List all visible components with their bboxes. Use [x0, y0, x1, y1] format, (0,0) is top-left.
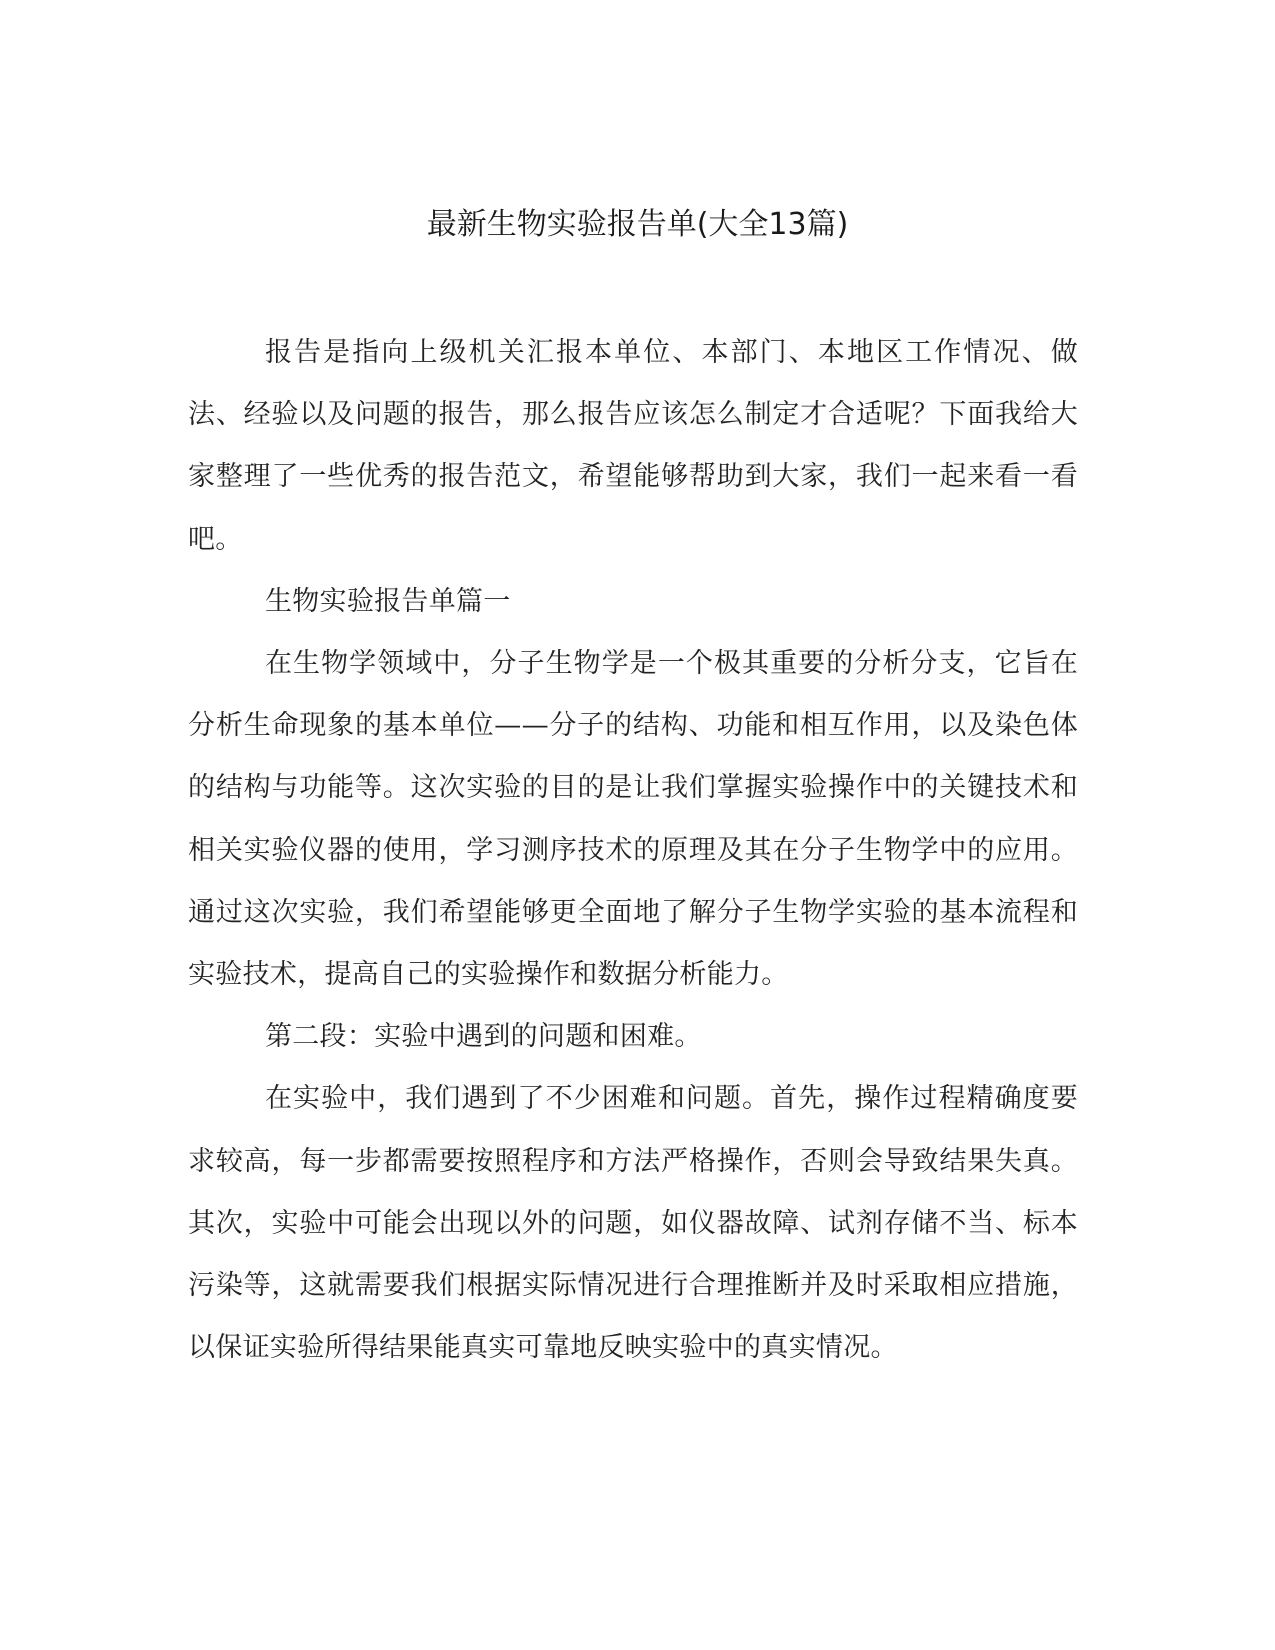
- section-heading: 生物实验报告单篇一: [264, 585, 511, 617]
- body-paragraph: 在实验中，我们遇到了不少困难和问题。首先，操作过程精确度要求较高，每一步都需要按照程序和方法严格操作，否则会导致结果失真。其次，实验中可能会出现以外的问题，如仪器故障、试剂存储不当、标本污染等，这就需要我们根据实际情况进行合理推断并及时采取相应措施，以保证实验所得结果能真实可靠地反映实验中的真实情况。: [188, 1083, 1078, 1364]
- body-paragraph: 在生物学领域中，分子生物学是一个极其重要的分析分支，它旨在分析生命现象的基本单位——分子的结构、功能和相互作用，以及染色体的结构与功能等。这次实验的目的是让我们掌握实验操作中的关键技术和相关实验仪器的使用，学习测序技术的原理及其在分子生物学中的应用。通过这次实验，我们希望能够更全面地了解分子生物学实验的基本流程和实验技术，提高自己的实验操作和数据分析能力。: [188, 648, 1078, 991]
- section-heading: 第二段：实验中遇到的问题和困难。: [264, 1021, 702, 1053]
- document-body: [188, 322, 1078, 1379]
- document-title: 最新生物实验报告单(大全13篇): [426, 207, 849, 242]
- intro-paragraph: 报告是指向上级机关汇报本单位、本部门、本地区工作情况、做法、经验以及问题的报告，那么报告应该怎么制定才合适呢？下面我给大家整理了一些优秀的报告范文，希望能够帮助到大家，我们一起来看一看吧。: [188, 337, 1078, 555]
